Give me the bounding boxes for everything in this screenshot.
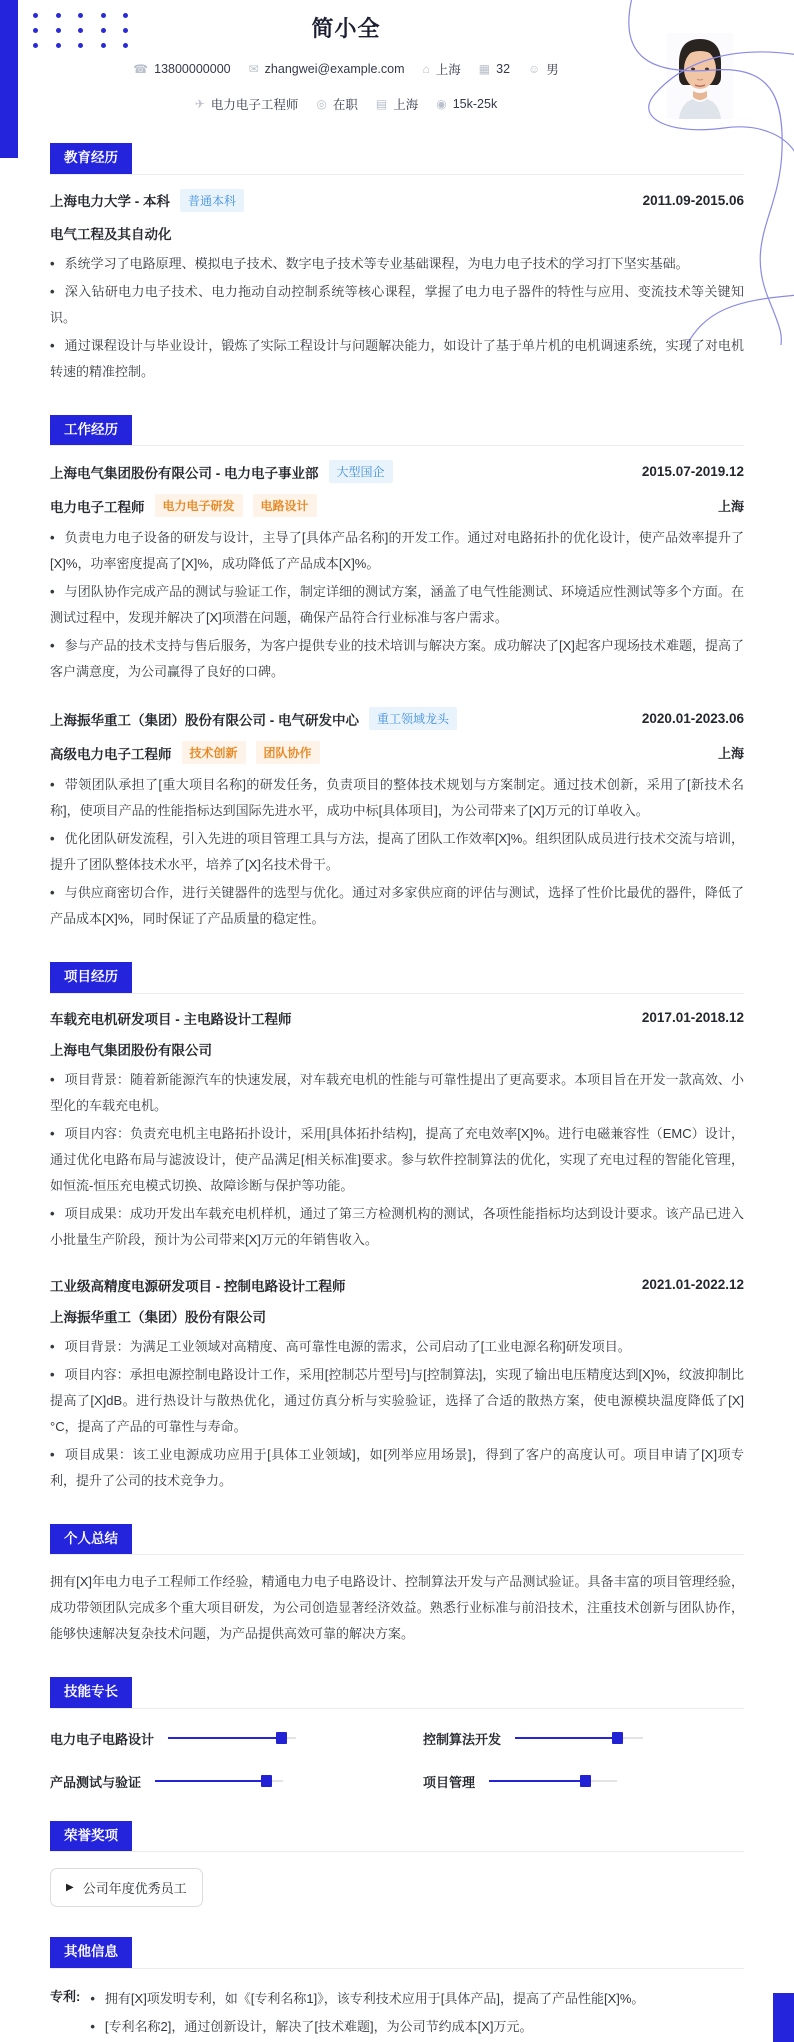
skill-item xyxy=(423,1772,744,1791)
section-badge-work: 工作经历 xyxy=(50,415,132,446)
contact-row-1 xyxy=(0,60,692,78)
education-bullet: • 通过课程设计与毕业设计，锻炼了实际工程设计与问题解决能力，如设计了基于单片机的电机调速系统，实现了对电机转速的精准控制。 xyxy=(50,333,744,385)
work-location: 上海 xyxy=(717,746,744,761)
role-tag: 电力电子研发 xyxy=(155,494,243,517)
work-bullet: • 与团队协作完成产品的测试与验证工作，制定详细的测试方案，涵盖了电气性能测试、环境适应性测试等多个方面。在测试过程中，发现并解决了[X]项潜在问题，确保产品符合行业标准与客户需求。 xyxy=(50,579,744,631)
company-tag: 大型国企 xyxy=(329,460,393,483)
expander-triangle-icon: ▶ xyxy=(66,1881,74,1893)
age-field xyxy=(479,62,510,76)
work-bullet: • 参与产品的技术支持与售后服务，为客户提供专业的技术培训与解决方案。成功解决了[X]起客户现场技术难题，提高了客户满意度，为公司赢得了良好的口碑。 xyxy=(50,633,744,685)
role-tag: 技术创新 xyxy=(182,741,246,764)
city-field xyxy=(376,95,418,113)
project-company: 上海电气集团股份有限公司 xyxy=(50,1042,212,1058)
section-badge-skills: 技能专长 xyxy=(50,1677,132,1708)
major-name: 电气工程及其自动化 xyxy=(50,226,172,242)
email-icon: ✉ xyxy=(248,62,259,76)
role-tag: 电路设计 xyxy=(253,494,317,517)
section-badge-education: 教育经历 xyxy=(50,143,132,174)
gender-icon: ☺ xyxy=(528,62,541,76)
section-honors xyxy=(50,1821,744,1908)
skill-slider[interactable] xyxy=(155,1780,283,1782)
project-date: 2017.01-2018.12 xyxy=(641,1010,744,1025)
avatar xyxy=(667,33,733,119)
project-bullet: • 项目成果：该工业电源成功应用于[具体工业领域]，如[列举应用场景]，得到了客户的高度认可。项目申请了[X]项专利，提升了公司的技术竞争力。 xyxy=(50,1442,744,1494)
skill-slider-handle xyxy=(489,1780,585,1782)
section-badge-other: 其他信息 xyxy=(50,1937,132,1968)
project-name: 车载充电机研发项目 - 主电路设计工程师 xyxy=(50,1011,292,1027)
skill-slider-handle xyxy=(155,1780,266,1782)
work-bullet: • 带领团队承担了[重大项目名称]的研发任务，负责项目的整体技术规划与方案制定。通过技术创新，采用了[新技术名称]，使项目产品的性能指标达到国际先进水平，成功中标[具体项目]，为公司带来了[X]万元的订单收入。 xyxy=(50,772,744,824)
section-header-work xyxy=(50,415,744,447)
phone-icon: ☎ xyxy=(133,62,149,76)
project-company: 上海振华重工（集团）股份有限公司 xyxy=(50,1309,266,1325)
work-location: 上海 xyxy=(717,499,744,514)
salary-icon: ◉ xyxy=(436,97,447,111)
salary-value: 15k-25k xyxy=(452,97,498,111)
salary-field xyxy=(436,97,497,111)
project-date: 2021.01-2022.12 xyxy=(641,1277,744,1292)
section-header-summary xyxy=(50,1524,744,1556)
email-value: zhangwei@example.com xyxy=(264,62,405,76)
company-name: 上海电气集团股份有限公司 - 电力电子事业部 xyxy=(50,465,319,481)
patents-block xyxy=(50,1984,744,2042)
building-icon: ▤ xyxy=(375,97,388,111)
patent-bullet: • [专利名称2]，通过创新设计，解决了[技术难题]，为公司节约成本[X]万元。 xyxy=(90,2014,744,2040)
company-tag: 重工领域龙头 xyxy=(369,707,457,730)
phone-field xyxy=(133,62,230,76)
role-name: 电力电子工程师 xyxy=(50,499,145,515)
skill-slider-handle xyxy=(515,1737,617,1739)
gender-value: 男 xyxy=(546,63,559,77)
phone-value: 13800000000 xyxy=(154,62,231,76)
job-status-value: 在职 xyxy=(332,98,358,112)
project-bullet: • 项目内容：负责充电机主电路拓扑设计，采用[具体拓扑结构]，提高了充电效率[X]%。进行电磁兼容性（EMC）设计，通过优化电路布局与滤波设计，使产品满足[相关标准]要求。参与软件控制算法的优化，实现了充电过程的智能化管理，如恒流-恒压充电模式切换、故障诊断与保护等功能。 xyxy=(50,1121,744,1199)
work-bullet: • 与供应商密切合作，进行关键器件的选型与优化。通过对多家供应商的评估与测试，选择了性价比最优的器件，降低了产品成本[X]%，同时保证了产品质量的稳定性。 xyxy=(50,880,744,932)
skill-label: 产品测试与验证 xyxy=(50,1774,142,1790)
contact-row-2 xyxy=(0,95,692,113)
project-bullet: • 项目背景：随着新能源汽车的快速发展，对车载充电机的性能与可靠性提出了更高要求。本项目旨在开发一款高效、小型化的车载充电机。 xyxy=(50,1067,744,1119)
skills-grid xyxy=(50,1729,744,1791)
section-work xyxy=(50,415,744,933)
skill-slider-handle xyxy=(168,1737,281,1739)
work-date: 2015.07-2019.12 xyxy=(641,464,744,479)
paper-plane-icon: ✈ xyxy=(194,97,205,111)
section-badge-projects: 项目经历 xyxy=(50,962,132,993)
project-entry-2 xyxy=(50,1275,744,1494)
skill-slider[interactable] xyxy=(168,1737,296,1739)
summary-text: 拥有[X]年电力电子工程师工作经验，精通电力电子电路设计、控制算法开发与产品测试验证。具备丰富的项目管理经验，成功带领团队完成多个重大项目研发，为公司创造显著经济效益。熟悉行业标准与前沿技术，注重技术创新与团队协作，能够快速解决复杂技术问题，为产品提供高效可靠的解决方案。 xyxy=(50,1574,744,1641)
work-date: 2020.01-2023.06 xyxy=(641,711,744,726)
project-bullet: • 项目成果：成功开发出车载充电机样机，通过了第三方检测机构的测试，各项性能指标均达到设计要求。该产品已进入小批量生产阶段，预计为公司带来[X]万元的年销售收入。 xyxy=(50,1201,744,1253)
home-value: 上海 xyxy=(435,63,461,77)
work-bullet: • 负责电力电子设备的研发与设计，主导了[具体产品名称]的开发工作。通过对电路拓扑的优化设计，使产品效率提升了[X]%，功率密度提高了[X]%，成功降低了产品成本[X]%。 xyxy=(50,525,744,577)
home-field xyxy=(423,60,461,78)
skill-item xyxy=(423,1729,744,1748)
project-bullet: • 项目内容：承担电源控制电路设计工作，采用[控制芯片型号]与[控制算法]，实现了输出电压精度达到[X]%，纹波抑制比提高了[X]dB。进行热设计与散热优化，通过仿真分析与实验验证，选择了合适的散热方案，使电源模块温度降低了[X]°C，提高了产品的可靠性与寿命。 xyxy=(50,1362,744,1440)
age-icon: ▦ xyxy=(478,62,491,76)
education-date: 2011.09-2015.06 xyxy=(642,192,744,208)
resume-header xyxy=(0,0,794,113)
status-icon: ◎ xyxy=(316,97,327,111)
section-other xyxy=(50,1937,744,2042)
section-header-projects xyxy=(50,962,744,994)
school-type-tag: 普通本科 xyxy=(180,189,244,212)
skill-label: 项目管理 xyxy=(423,1774,476,1790)
skill-slider[interactable] xyxy=(515,1737,643,1739)
project-bullet: • 项目背景：为满足工业领域对高精度、高可靠性电源的需求，公司启动了[工业电源名称]研发项目。 xyxy=(50,1334,744,1360)
skill-label: 电力电子电路设计 xyxy=(50,1731,155,1747)
education-bullet: • 系统学习了电路原理、模拟电子技术、数字电子技术等专业基础课程，为电力电子技术的学习打下坚实基础。 xyxy=(50,251,744,277)
city-value: 上海 xyxy=(393,98,419,112)
section-education xyxy=(50,143,744,385)
section-skills xyxy=(50,1677,744,1791)
candidate-name: 简小全 xyxy=(311,16,381,41)
patent-bullet: • 拥有[X]项发明专利，如《[专利名称1]》，该专利技术应用于[具体产品]，提高了产品性能[X]%。 xyxy=(90,1986,744,2012)
email-field xyxy=(249,62,405,76)
section-summary xyxy=(50,1524,744,1648)
education-entry xyxy=(50,189,744,385)
job-status-field xyxy=(316,95,358,113)
corner-accent-rect xyxy=(773,1993,794,2042)
work-bullet: • 优化团队研发流程，引入先进的项目管理工具与方法，提高了团队工作效率[X]%。组织团队成员进行技术交流与培训，提升了团队整体技术水平，培养了[X]名技术骨干。 xyxy=(50,826,744,878)
patents-label: 专利: xyxy=(50,1988,81,2004)
section-projects xyxy=(50,962,744,1494)
work-entry-2 xyxy=(50,707,744,932)
skill-item xyxy=(50,1729,371,1748)
section-header-honors xyxy=(50,1821,744,1853)
project-entry-1 xyxy=(50,1008,744,1253)
company-name: 上海振华重工（集团）股份有限公司 - 电气研发中心 xyxy=(50,712,359,728)
job-title-value: 电力电子工程师 xyxy=(210,98,299,112)
honor-label: 公司年度优秀员工 xyxy=(82,1881,187,1896)
section-badge-summary: 个人总结 xyxy=(50,1524,132,1555)
job-title-field xyxy=(195,95,299,113)
skill-label: 控制算法开发 xyxy=(423,1731,502,1747)
section-header-other xyxy=(50,1937,744,1969)
role-name: 高级电力电子工程师 xyxy=(50,746,172,762)
work-entry-1 xyxy=(50,460,744,685)
home-icon: ⌂ xyxy=(422,62,430,76)
skill-item xyxy=(50,1772,371,1791)
section-header-education xyxy=(50,143,744,175)
school-name: 上海电力大学 - 本科 xyxy=(50,194,170,209)
role-tag: 团队协作 xyxy=(256,741,320,764)
skill-slider[interactable] xyxy=(489,1780,617,1782)
section-badge-honors: 荣誉奖项 xyxy=(50,1821,132,1852)
gender-field xyxy=(528,60,559,78)
honor-expand-button[interactable] xyxy=(50,1868,203,1907)
project-name: 工业级高精度电源研发项目 - 控制电路设计工程师 xyxy=(50,1278,346,1294)
education-bullet: • 深入钻研电力电子技术、电力拖动自动控制系统等核心课程，掌握了电力电子器件的特性与应用、变流技术等关键知识。 xyxy=(50,279,744,331)
age-value: 32 xyxy=(496,62,511,76)
section-header-skills xyxy=(50,1677,744,1709)
